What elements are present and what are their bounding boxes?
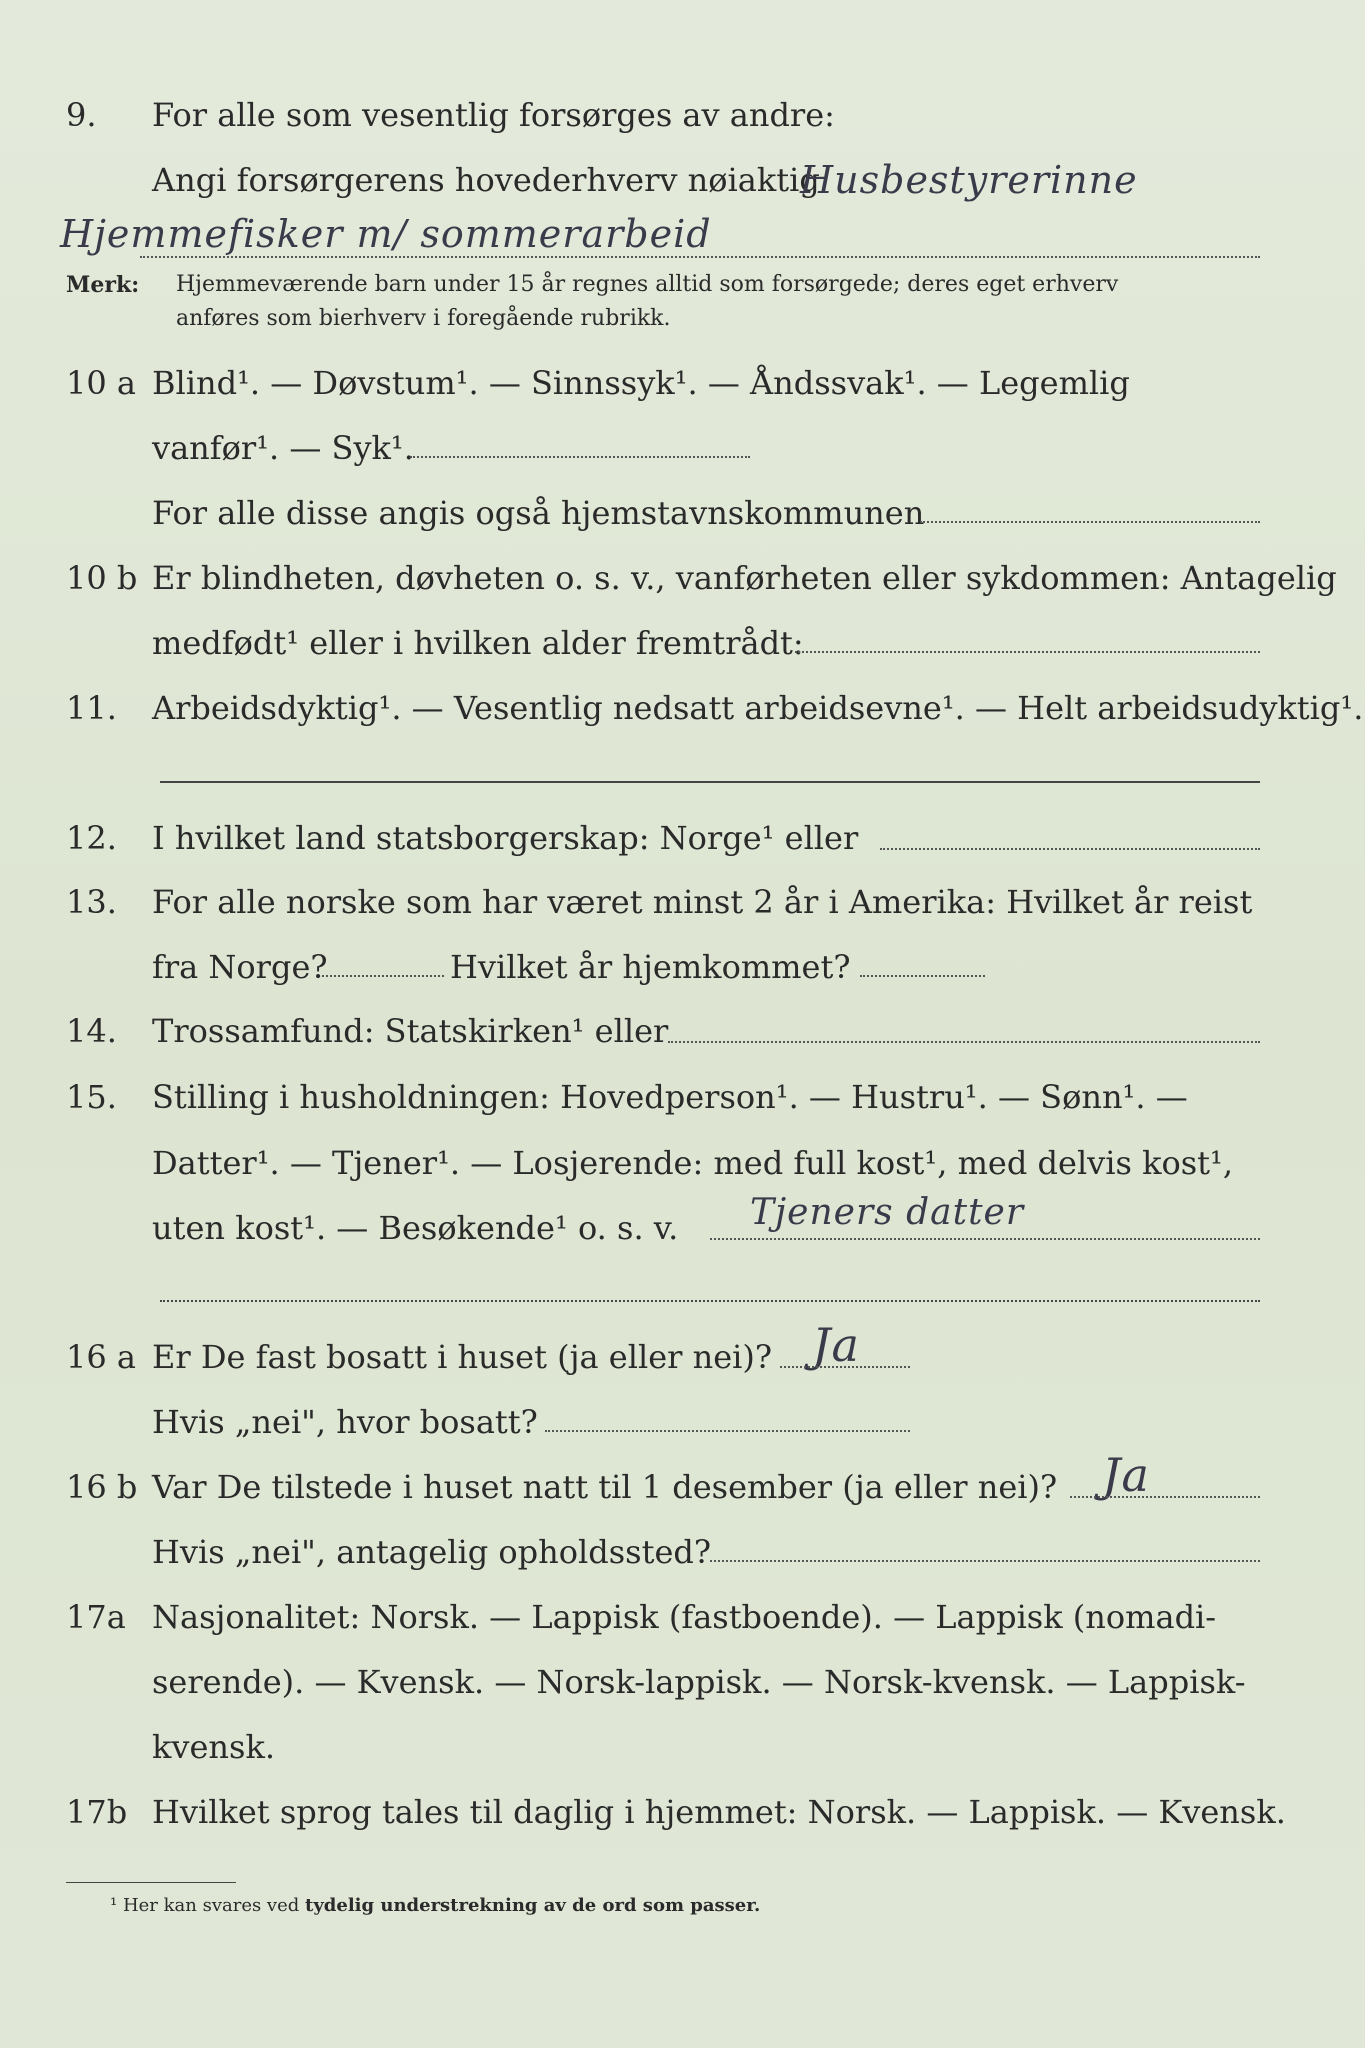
q15-line1 <box>0 1072 1365 1122</box>
q10a-number: 10 a <box>66 364 136 402</box>
q9-text: For alle som vesentlig forsørges av andre: <box>152 96 835 134</box>
q15-text3: uten kost¹. — Besøkende¹ o. s. v. <box>152 1209 679 1247</box>
q16b-answer-line <box>1070 1496 1260 1498</box>
q16b-text2: Hvis „nei", antagelig opholdssted? <box>152 1533 712 1571</box>
q15-number: 15. <box>66 1078 117 1116</box>
q15-text2: Datter¹. — Tjener¹. — Losjerende: med full kost¹, med delvis kost¹, <box>152 1144 1234 1182</box>
q13-text2a: fra Norge? <box>152 948 328 986</box>
q10a-text2: vanfør¹. — Syk¹. <box>152 429 414 467</box>
merk-label: Merk: <box>66 272 140 298</box>
q13-text1: For alle norske som har været minst 2 år i Amerika: Hvilket år reist <box>152 883 1253 921</box>
q16b-handwritten-answer: Ja <box>1102 1448 1150 1502</box>
q17a-line2 <box>0 1657 1365 1707</box>
q16a-text1: Er De fast bosatt i huset (ja eller nei)? <box>152 1338 773 1376</box>
q10a-line3 <box>0 488 1365 538</box>
q16a-line2 <box>0 1397 1365 1447</box>
q11-rule-left <box>160 781 665 783</box>
q10b-text1: Er blindheten, døvheten o. s. v., vanførheten eller sykdommen: Antagelig <box>152 559 1337 597</box>
q10a-text3: For alle disse angis også hjemstavnskommunen <box>152 494 925 532</box>
q16a-handwritten-answer: Ja <box>812 1318 860 1372</box>
q17a-text2: serende). — Kvensk. — Norsk-lappisk. — Norsk-kvensk. — Lappisk- <box>152 1663 1246 1701</box>
q10b-number: 10 b <box>66 559 138 597</box>
q14-line1 <box>0 1006 1365 1056</box>
q16a-answer-line <box>780 1366 910 1368</box>
q16b-text1: Var De tilstede i huset natt til 1 desember (ja eller nei)? <box>152 1468 1058 1506</box>
q10b-answer-line <box>795 651 1260 653</box>
q12-number: 12. <box>66 819 117 857</box>
footnote-bold-text: tydelig understrekning av de ord som passer. <box>305 1895 761 1916</box>
q14-number: 14. <box>66 1012 117 1050</box>
q13-return-answer-line <box>860 975 985 977</box>
q11-number: 11. <box>66 689 117 727</box>
q13-text2b: Hvilket år hjemkommet? <box>450 948 851 986</box>
q17a-text1: Nasjonalitet: Norsk. — Lappisk (fastboende). — Lappisk (nomadi- <box>152 1598 1217 1636</box>
merk-text2: anføres som bierhverv i foregående rubrikk. <box>176 306 671 331</box>
footnote-text: Her kan svares ved <box>122 1895 300 1916</box>
q9-handwritten-provider: Husbestyrerinne <box>800 158 1138 202</box>
q9-line2 <box>0 155 1365 205</box>
q13-departure-answer-line <box>322 975 444 977</box>
merk-line2 <box>0 304 1365 354</box>
q16b-line1 <box>0 1462 1365 1512</box>
q11-rule-right <box>665 781 1260 783</box>
q9-line1 <box>0 90 1365 140</box>
q10a-sick-answer-line <box>410 456 750 458</box>
q16a-number: 16 a <box>66 1338 136 1376</box>
q16a-line1 <box>0 1332 1365 1382</box>
q10b-text2: medfødt¹ eller i hvilken alder fremtrådt: <box>152 624 804 662</box>
q15-line3 <box>0 1203 1365 1253</box>
q12-line1 <box>0 813 1365 863</box>
footnote-mark: ¹ <box>110 1895 118 1916</box>
q17b-line1 <box>0 1787 1365 1837</box>
q16b-line2 <box>0 1527 1365 1577</box>
q10a-line2 <box>0 423 1365 473</box>
q17a-number: 17a <box>66 1598 126 1636</box>
q10b-line2 <box>0 618 1365 668</box>
q17a-line3 <box>0 1722 1365 1772</box>
q17b-text: Hvilket sprog tales til daglig i hjemmet: Norsk. — Lappisk. — Kvensk. <box>152 1793 1286 1831</box>
q16b-number: 16 b <box>66 1468 138 1506</box>
q15-text1: Stilling i husholdningen: Hovedperson¹. — Hustru¹. — Sønn¹. — <box>152 1078 1188 1116</box>
q12-answer-line <box>880 848 1260 850</box>
q9-answer-line <box>140 256 1260 258</box>
q14-answer-line <box>668 1041 1260 1043</box>
q15-line2 <box>0 1138 1365 1188</box>
q9-provider-label: Angi forsørgerens hovederhverv nøiaktig <box>152 161 820 199</box>
q12-text: I hvilket land statsborgerskap: Norge¹ eller <box>152 819 859 857</box>
q10a-text1: Blind¹. — Døvstum¹. — Sinnssyk¹. — Åndssvak¹. — Legemlig <box>152 364 1130 402</box>
q15-answer-line <box>710 1238 1260 1240</box>
q13-line2 <box>0 942 1365 992</box>
q16b-where-answer-line <box>710 1560 1260 1562</box>
merk-text1: Hjemmeværende barn under 15 år regnes alltid som forsørgede; deres eget erhverv <box>176 272 1119 297</box>
q16a-text2: Hvis „nei", hvor bosatt? <box>152 1403 538 1441</box>
q9-number: 9. <box>66 96 97 134</box>
q9-handwritten-occupation: Hjemmefisker m/ sommerarbeid <box>60 212 712 256</box>
q16a-where-answer-line <box>545 1430 910 1432</box>
q14-text: Trossamfund: Statskirken¹ eller <box>152 1012 669 1050</box>
footnote <box>110 1895 760 1916</box>
q17a-text3: kvensk. <box>152 1728 275 1766</box>
q11-text: Arbeidsdyktig¹. — Vesentlig nedsatt arbeidsevne¹. — Helt arbeidsudyktig¹. <box>152 689 1364 727</box>
q11-line1 <box>0 683 1365 733</box>
q17a-line1 <box>0 1592 1365 1642</box>
q15-extra-line <box>160 1300 1260 1302</box>
q10a-line1 <box>0 358 1365 408</box>
q17b-number: 17b <box>66 1793 128 1831</box>
footnote-rule <box>66 1882 236 1883</box>
q10a-municipality-answer-line <box>920 521 1260 523</box>
q10b-line1 <box>0 553 1365 603</box>
q13-line1 <box>0 877 1365 927</box>
q13-number: 13. <box>66 883 117 921</box>
q15-handwritten-answer: Tjeners datter <box>750 1192 1025 1233</box>
